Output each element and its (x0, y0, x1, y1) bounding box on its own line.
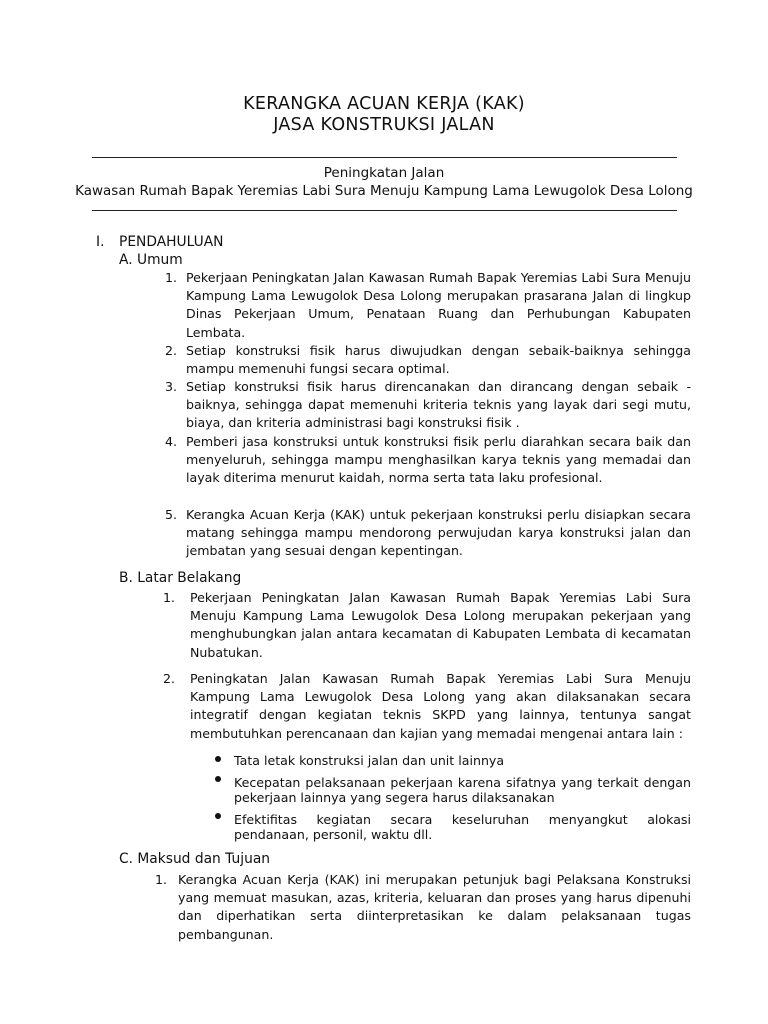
list-item-text: Kerangka Acuan Kerja (KAK) untuk pekerjaan konstruksi perlu disiapkan secara matang sehingga mampu mendorong perwujudan karya konstruksi jalan dan jembatan yang sesuai dengan kepentingan. (186, 507, 691, 559)
list-item-text: Setiap konstruksi fisik harus direncanakan dan dirancang dengan sebaik - baiknya, sehingga dapat memenuhi kriteria teknis yang layak dari segi mutu, biaya, dan kriteria administrasi bagi konstruksi fisik . (186, 379, 691, 431)
list-item-text: Kerangka Acuan Kerja (KAK) ini merupakan petunjuk bagi Pelaksana Konstruksi yang memuat masukan, azas, kriteria, keluaran dan proses yang harus dipenuhi dan diperhatikan serta diinterpretasikan ke dalam pelaksanaan tugas pembangunan. (178, 872, 691, 942)
list-item-text: Peningkatan Jalan Kawasan Rumah Bapak Yeremias Labi Sura Menuju Kampung Lama Lewugolok Desa Lolong yang akan dilaksanakan secara integratif dengan kegiatan teknis SKPD yang lainnya, tentunya sangat membutuhkan perencanaan dan kajian yang memadai mengenai antara lain : (190, 671, 691, 741)
list-item-number: 1. (163, 590, 176, 605)
list-item-text: Pekerjaan Peningkatan Jalan Kawasan Rumah Bapak Yeremias Labi Sura Menuju Kampung Lama Lewugolok Desa Lolong merupakan pekerjaan yang menghubungkan jalan antara kecamatan di Kabupaten Lembata di kecamatan Nubatukan. (190, 590, 691, 660)
list-item-number: 4. (165, 434, 178, 449)
bullet-item-text: Efektifitas kegiatan secara keseluruhan menyangkut alokasi pendanaan, personil, waktu dll. (234, 812, 691, 842)
project-location: Kawasan Rumah Bapak Yeremias Labi Sura Menuju Kampung Lama Lewugolok Desa Lolong (75, 183, 693, 199)
section-number: I. (96, 234, 105, 250)
document-subtitle: JASA KONSTRUKSI JALAN (273, 115, 495, 135)
list-item-text: Pemberi jasa konstruksi untuk konstruksi fisik perlu diarahkan secara baik dan menyeluruh, sehingga mampu menghasilkan karya teknis yang memadai dan layak diterima menurut kaidah, norma serta tata laku profesional. (186, 434, 691, 486)
bullet-icon (215, 756, 221, 762)
subsection-heading-latar-belakang: B. Latar Belakang (119, 570, 242, 586)
bullet-icon (215, 776, 221, 782)
section-title: PENDAHULUAN (119, 234, 224, 250)
list-item-number: 5. (165, 507, 178, 522)
document-title: KERANGKA ACUAN KERJA (KAK) (243, 94, 525, 114)
list-item-text: Pekerjaan Peningkatan Jalan Kawasan Rumah Bapak Yeremias Labi Sura Menuju Kampung Lama Lewugolok Desa Lolong merupakan prasarana Jalan di lingkup Dinas Pekerjaan Umum, Penataan Ruang dan Perhubungan Kabupaten Lembata. (186, 270, 691, 340)
subsection-heading-umum: A. Umum (119, 252, 183, 268)
list-item-number: 3. (165, 379, 178, 394)
list-item-number: 1. (165, 270, 178, 285)
bullet-item-text: Tata letak konstruksi jalan dan unit lainnya (234, 753, 505, 768)
list-item-text: Setiap konstruksi fisik harus diwujudkan dengan sebaik-baiknya sehingga mampu memenuhi fungsi secara optimal. (186, 343, 691, 377)
bottom-divider (92, 210, 677, 211)
bullet-icon (215, 813, 221, 819)
bullet-item-text: Kecepatan pelaksanaan pekerjaan karena sifatnya yang terkait dengan pekerjaan lainnya yang segera harus dilaksanakan (234, 775, 691, 805)
top-divider (92, 157, 677, 158)
project-type: Peningkatan Jalan (323, 165, 445, 181)
list-item-number: 2. (165, 343, 178, 358)
subsection-heading-maksud-tujuan: C. Maksud dan Tujuan (119, 851, 271, 867)
list-item-number: 2. (163, 671, 176, 686)
list-item-number: 1. (155, 872, 168, 887)
